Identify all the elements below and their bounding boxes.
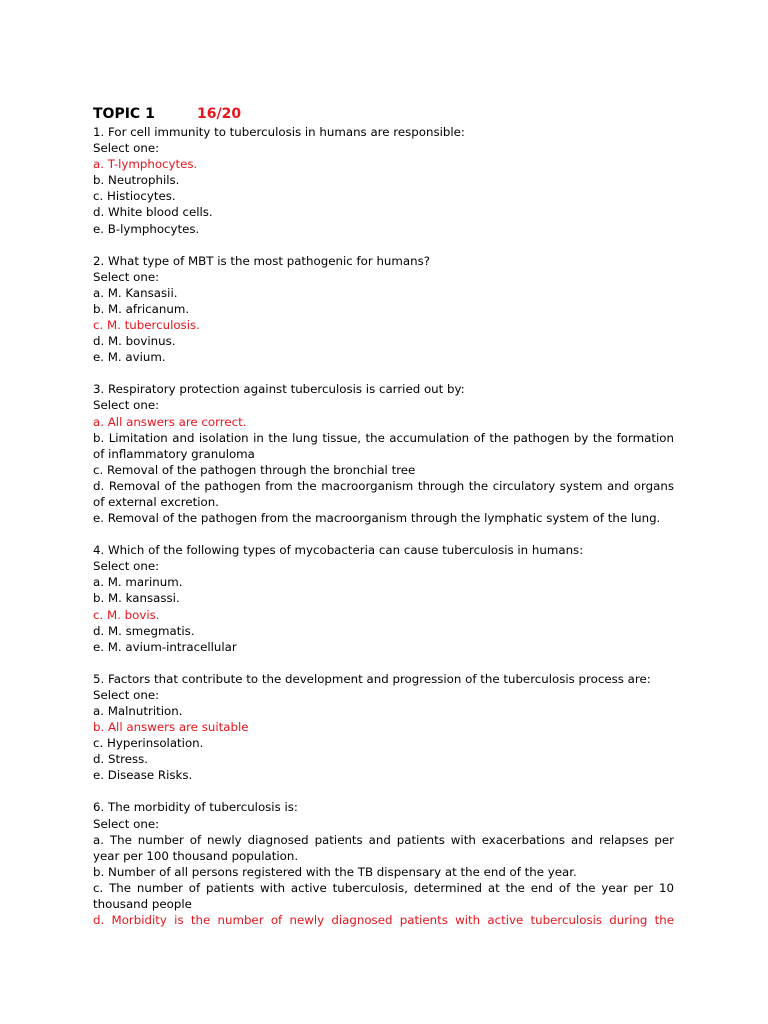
answer-option-correct: c. M. tuberculosis.	[93, 318, 200, 333]
question-prompt: 4. Which of the following types of mycobacteria can cause tuberculosis in humans:	[93, 543, 584, 558]
answer-option: c. Histiocytes.	[93, 189, 176, 204]
answer-option-correct: a. All answers are correct.	[93, 414, 247, 429]
answer-option: b. Limitation and isolation in the lung tissue, the accumulation of the pathogen by the formation of inflammatory granuloma	[93, 430, 674, 461]
answer-option: d. M. bovinus.	[93, 334, 176, 349]
answer-option-correct: d. Morbidity is the number of newly diagnosed patients with active tuberculosis during the	[93, 913, 674, 928]
answer-option-correct: c. M. bovis.	[93, 607, 160, 622]
answer-option-correct: b. All answers are suitable	[93, 720, 249, 735]
answer-option: e. Removal of the pathogen from the macroorganism through the lymphatic system of the lung.	[93, 511, 661, 526]
select-one-label: Select one:	[93, 398, 160, 413]
question-1	[93, 124, 674, 237]
answer-option: c. Removal of the pathogen through the bronchial tree	[93, 462, 416, 477]
answer-option: c. Hyperinsolation.	[93, 736, 204, 751]
question-3	[93, 381, 674, 526]
question-prompt: 5. Factors that contribute to the development and progression of the tuberculosis process are:	[93, 671, 651, 686]
answer-option: a. The number of newly diagnosed patients and patients with exacerbations and relapses per year per 100 thousand population.	[93, 832, 674, 863]
select-one-label: Select one:	[93, 141, 160, 156]
answer-option: a. M. Kansasii.	[93, 285, 178, 300]
question-6	[93, 799, 674, 928]
question-prompt: 1. For cell immunity to tuberculosis in humans are responsible:	[93, 125, 465, 139]
question-prompt: 6. The morbidity of tuberculosis is:	[93, 800, 298, 815]
select-one-label: Select one:	[93, 687, 160, 702]
answer-option: e. M. avium.	[93, 350, 166, 365]
answer-option: a. Malnutrition.	[93, 704, 183, 718]
question-2	[93, 253, 674, 366]
answer-option: b. Number of all persons registered with the TB dispensary at the end of the year.	[93, 864, 577, 879]
answer-option-correct: a. T-lymphocytes.	[93, 157, 198, 172]
answer-option: d. Stress.	[93, 752, 148, 767]
question-prompt: 3. Respiratory protection against tuberculosis is carried out by:	[93, 382, 465, 397]
question-5	[93, 671, 674, 784]
answer-option: a. M. marinum.	[93, 575, 183, 590]
topic-title: TOPIC 1	[93, 106, 155, 122]
answer-option: e. Disease Risks.	[93, 768, 193, 783]
answer-option: b. Neutrophils.	[93, 173, 180, 188]
question-4	[93, 542, 674, 655]
answer-option: e. B-lymphocytes.	[93, 221, 200, 236]
answer-option: d. Removal of the pathogen from the macroorganism through the circulatory system and organs of external excretion.	[93, 478, 674, 509]
answer-option: b. M. kansassi.	[93, 591, 180, 606]
answer-option: d. M. smegmatis.	[93, 623, 195, 638]
answer-option: d. White blood cells.	[93, 205, 213, 220]
topic-score: 16/20	[197, 106, 242, 122]
question-prompt: 2. What type of MBT is the most pathogenic for humans?	[93, 253, 431, 268]
answer-option: c. The number of patients with active tuberculosis, determined at the end of the year per 10 thousand people	[93, 880, 674, 912]
select-one-label: Select one:	[93, 559, 160, 574]
select-one-label: Select one:	[93, 269, 160, 284]
select-one-label: Select one:	[93, 816, 160, 831]
answer-option: b. M. africanum.	[93, 301, 190, 316]
topic-header	[93, 105, 674, 123]
answer-option: e. M. avium-intracellular	[93, 639, 237, 654]
